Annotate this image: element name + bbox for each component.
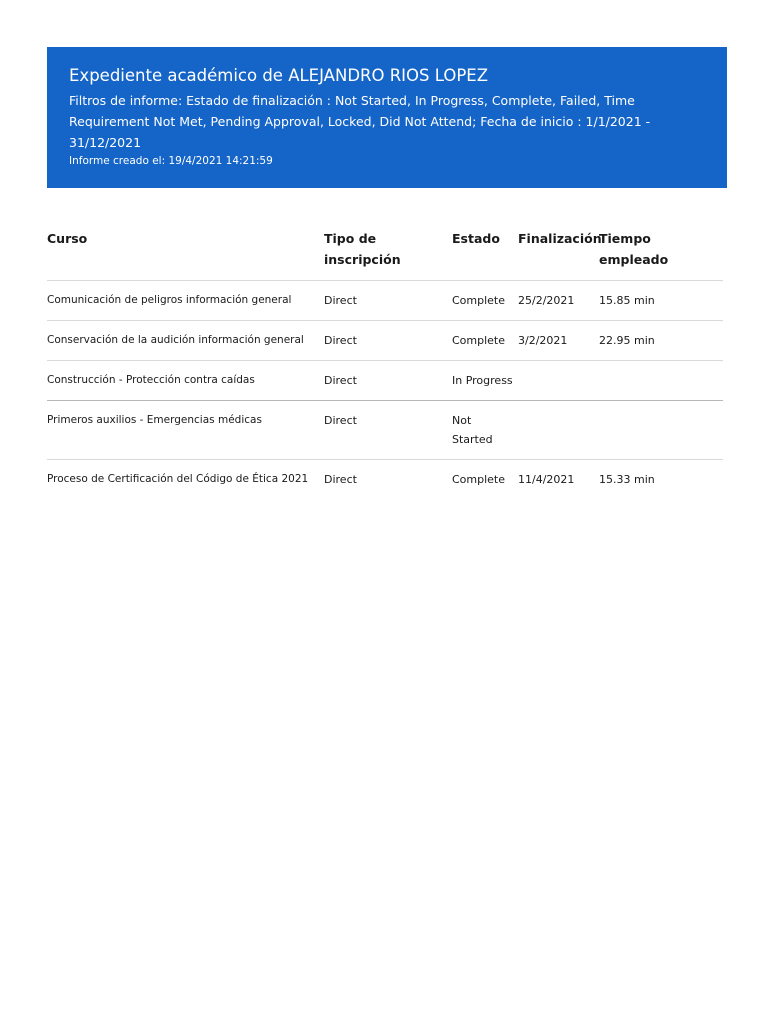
report-filters-line: Filtros de informe: Estado de finalización : Not Started, In Progress, Complete, Failed, Time — [69, 93, 635, 108]
report-filters-line: 31/12/2021 — [69, 135, 142, 150]
course-name: Conservación de la audición información general — [47, 321, 324, 361]
status: Complete — [452, 473, 506, 486]
completion-date: 25/2/2021 — [518, 281, 599, 321]
enrollment-type: Direct — [324, 281, 452, 321]
table-row — [47, 281, 723, 321]
completion-date: 3/2/2021 — [518, 321, 599, 361]
column-header-status: Estado — [452, 228, 518, 281]
report-header — [47, 47, 727, 188]
status: In Progress — [452, 361, 518, 401]
completion-date — [518, 401, 599, 460]
report-filters-line: Requirement Not Met, Pending Approval, Locked, Did Not Attend; Fecha de inicio : 1/1/2021 - — [69, 114, 651, 129]
enrollment-type: Direct — [324, 401, 452, 460]
report-title: Expediente académico de ALEJANDRO RIOS LOPEZ — [69, 66, 489, 85]
column-header-time-spent: Tiempo empleado — [599, 228, 723, 281]
enrollment-type: Direct — [324, 361, 452, 401]
course-name: Primeros auxilios - Emergencias médicas — [47, 401, 324, 460]
course-name: Proceso de Certificación del Código de Ética 2021 — [47, 473, 309, 485]
time-spent — [599, 361, 723, 401]
column-header-course: Curso — [47, 228, 324, 281]
column-header-enrollment-type: Tipo de inscripción — [324, 228, 452, 281]
course-name: Construcción - Protección contra caídas — [47, 361, 324, 401]
time-spent — [599, 401, 723, 460]
enrollment-type: Direct — [324, 321, 452, 361]
course-name: Comunicación de peligros información general — [47, 281, 324, 321]
status: Not Started — [452, 401, 518, 460]
transcript-table — [47, 228, 723, 499]
table-row — [47, 460, 723, 500]
table-header-row — [47, 228, 723, 281]
status: Complete — [452, 321, 518, 361]
completion-date — [518, 361, 599, 401]
completion-date: 11/4/2021 — [518, 473, 575, 486]
enrollment-type: Direct — [324, 473, 357, 486]
time-spent: 22.95 min — [599, 321, 723, 361]
time-spent: 15.85 min — [599, 281, 723, 321]
report-created-date: Informe creado el: 19/4/2021 14:21:59 — [69, 155, 273, 167]
table-row — [47, 401, 723, 460]
report-filters — [69, 90, 705, 153]
time-spent: 15.33 min — [599, 473, 655, 486]
status: Complete — [452, 281, 518, 321]
column-header-completion: Finalización — [518, 228, 599, 281]
table-row — [47, 321, 723, 361]
table-row — [47, 361, 723, 401]
